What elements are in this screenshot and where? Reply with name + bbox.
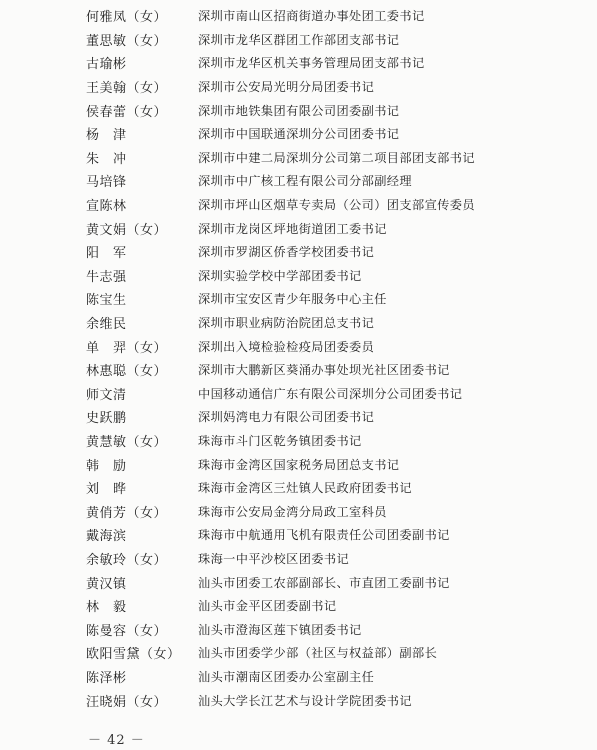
list-item <box>86 429 586 453</box>
list-item <box>86 405 586 429</box>
list-item <box>86 169 586 193</box>
person-name: 欧阳雪黛（女） <box>86 647 181 663</box>
person-name: 古瑜彬 <box>86 57 127 73</box>
person-name: 牛志强 <box>86 269 127 285</box>
organization-position: 深圳市中广核工程有限公司分部副经理 <box>198 174 412 189</box>
organization-position: 深圳实验学校中学部团委书记 <box>198 268 362 283</box>
list-item <box>86 28 586 52</box>
person-name: 何雅凤（女） <box>86 10 168 26</box>
person-name: 林惠聪（女） <box>86 364 168 380</box>
organization-position: 深圳市公安局光明分局团委书记 <box>198 80 375 95</box>
person-name: 杨 津 <box>86 128 127 144</box>
person-name: 阳 军 <box>86 246 127 262</box>
organization-position: 深圳市大鹏新区葵涌办事处坝光社区团委书记 <box>198 363 450 378</box>
list-item <box>86 264 586 288</box>
person-name: 黄俏芳（女） <box>86 505 168 521</box>
person-name: 陈宝生 <box>86 293 127 309</box>
list-item <box>86 547 586 571</box>
list-item <box>86 311 586 335</box>
person-name: 余维民 <box>86 317 127 333</box>
list-item <box>86 665 586 689</box>
person-name: 侯春蕾（女） <box>86 104 168 120</box>
list-item <box>86 570 586 594</box>
person-name: 马培锋 <box>86 175 127 191</box>
person-name: 黄汉镇 <box>86 576 127 592</box>
organization-position: 珠海市金湾区三灶镇人民政府团委书记 <box>198 481 412 496</box>
organization-position: 深圳市职业病防治院团总支书记 <box>198 316 375 331</box>
list-item <box>86 617 586 641</box>
list-item <box>86 334 586 358</box>
organization-position: 深圳市南山区招商街道办事处团工委书记 <box>198 9 425 24</box>
list-item <box>86 523 586 547</box>
person-name: 余敏玲（女） <box>86 552 168 568</box>
organization-position: 珠海市斗门区乾务镇团委书记 <box>198 433 362 448</box>
person-name: 朱 冲 <box>86 151 127 167</box>
organization-position: 深圳市罗湖区侨香学校团委书记 <box>198 245 375 260</box>
organization-position: 深圳市坪山区烟草专卖局（公司）团支部宣传委员 <box>198 198 475 213</box>
person-name: 刘 晔 <box>86 482 127 498</box>
person-name: 单 羿（女） <box>86 340 168 356</box>
organization-position: 深圳市龙岗区坪地街道团工委书记 <box>198 221 387 236</box>
person-name: 董思敏（女） <box>86 33 168 49</box>
organization-position: 深圳市宝安区青少年服务中心主任 <box>198 292 387 307</box>
person-name: 史跃鹏 <box>86 411 127 427</box>
name-list <box>86 4 586 712</box>
list-item <box>86 287 586 311</box>
person-name: 林 毅 <box>86 600 127 616</box>
list-item <box>86 499 586 523</box>
person-name: 汪晓娟（女） <box>86 694 168 710</box>
list-item <box>86 688 586 712</box>
list-item <box>86 75 586 99</box>
list-item <box>86 216 586 240</box>
list-item <box>86 193 586 217</box>
person-name: 陈曼容（女） <box>86 623 168 639</box>
list-item <box>86 122 586 146</box>
organization-position: 珠海一中平沙校区团委书记 <box>198 551 350 566</box>
page-number: － 42 － <box>88 733 145 748</box>
organization-position: 珠海市公安局金湾分局政工室科员 <box>198 504 387 519</box>
organization-position: 汕头市团委工农部副部长、市直团工委副书记 <box>198 575 450 590</box>
organization-position: 汕头大学长江艺术与设计学院团委书记 <box>198 693 412 708</box>
organization-position: 深圳妈湾电力有限公司团委书记 <box>198 410 375 425</box>
organization-position: 珠海市金湾区国家税务局团总支书记 <box>198 457 400 472</box>
person-name: 宣陈林 <box>86 199 127 215</box>
list-item <box>86 594 586 618</box>
list-item <box>86 358 586 382</box>
list-item <box>86 51 586 75</box>
person-name: 戴海滨 <box>86 529 127 545</box>
person-name: 黄慧敏（女） <box>86 434 168 450</box>
organization-position: 珠海市中航通用飞机有限责任公司团委副书记 <box>198 528 450 543</box>
organization-position: 汕头市澄海区莲下镇团委书记 <box>198 622 362 637</box>
person-name: 黄文娟（女） <box>86 222 168 238</box>
list-item <box>86 240 586 264</box>
organization-position: 深圳市地铁集团有限公司团委副书记 <box>198 103 400 118</box>
person-name: 陈泽彬 <box>86 670 127 686</box>
list-item <box>86 4 586 28</box>
organization-position: 深圳市中建二局深圳分公司第二项目部团支部书记 <box>198 150 475 165</box>
organization-position: 汕头市金平区团委副书记 <box>198 599 337 614</box>
organization-position: 中国移动通信广东有限公司深圳分公司团委书记 <box>198 386 463 401</box>
person-name: 韩 励 <box>86 458 127 474</box>
person-name: 王美翰（女） <box>86 81 168 97</box>
list-item <box>86 146 586 170</box>
list-item <box>86 641 586 665</box>
organization-position: 汕头市团委学少部（社区与权益部）副部长 <box>198 646 438 661</box>
organization-position: 深圳市龙华区机关事务管理局团支部书记 <box>198 56 425 71</box>
organization-position: 深圳出入境检验检疫局团委委员 <box>198 339 375 354</box>
organization-position: 深圳市中国联通深圳分公司团委书记 <box>198 127 400 142</box>
organization-position: 汕头市潮南区团委办公室副主任 <box>198 669 375 684</box>
organization-position: 深圳市龙华区群团工作部团支部书记 <box>198 32 400 47</box>
list-item <box>86 476 586 500</box>
person-name: 师文清 <box>86 387 127 403</box>
list-item <box>86 452 586 476</box>
list-item <box>86 98 586 122</box>
list-item <box>86 382 586 406</box>
